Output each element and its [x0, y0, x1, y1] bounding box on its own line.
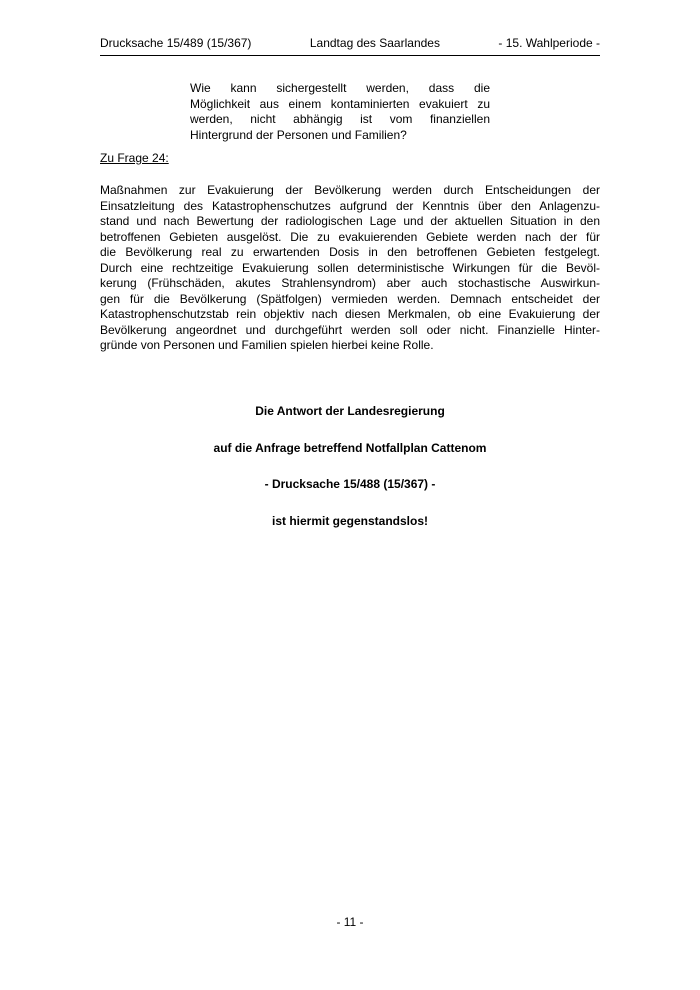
- page-header: [100, 36, 600, 56]
- text-line: Möglichkeit aus einem kontaminierten evakuiert zu: [190, 96, 490, 111]
- announcement-block: [100, 404, 600, 529]
- text-line: Katastrophenschutzstab rein objektiv nach diesen Merkmalen, ob eine Evakuierung der: [100, 307, 600, 321]
- section-heading: [100, 151, 169, 167]
- section-heading-text: Zu Frage 24:: [100, 151, 169, 165]
- text-line: Hintergrund der Personen und Familien?: [190, 127, 407, 142]
- text-line: gen für die Bevölkerung (Spätfolgen) vermieden werden. Demnach entscheidet der: [100, 291, 600, 306]
- text-line: - Drucksache 15/488 (15/367) -: [264, 477, 436, 491]
- text-line: Durch eine rechtzeitige Evakuierung sollen deterministische Wirkungen für die Bevöl-: [100, 260, 600, 275]
- text-line: Einsatzleitung des Katastrophenschutzes aufgrund der Kenntnis über den Anlagenzu-: [100, 198, 600, 213]
- text-line: auf die Anfrage betreffend Notfallplan Cattenom: [213, 440, 487, 455]
- header-wahlperiode: - 15. Wahlperiode -: [498, 36, 600, 50]
- text-line: Die Antwort der Landesregierung: [255, 404, 445, 418]
- header-institution: Landtag des Saarlandes: [309, 36, 440, 50]
- page-footer: [0, 915, 700, 931]
- text-line: Wie kann sichergestellt werden, dass die: [190, 81, 490, 95]
- quote-paragraph: [190, 81, 490, 143]
- body-paragraph: [100, 183, 600, 354]
- text-line: betroffenen Gebieten ausgelöst. Die zu evakuierenden Gebiete werden nach der für: [100, 229, 600, 244]
- text-line: werden, nicht abhängig ist vom finanziellen: [190, 112, 490, 126]
- text-line: Bevölkerung angeordnet und durchgeführt werden soll oder nicht. Finanzielle Hinter-: [100, 322, 600, 337]
- text-line: die Bevölkerung real zu erwartenden Dosis in den betroffenen Gebieten festgelegt.: [100, 245, 600, 259]
- page-number: - 11 -: [336, 914, 364, 929]
- text-line: gründe von Personen und Familien spielen hierbei keine Rolle.: [100, 338, 434, 352]
- text-line: ist hiermit gegenstandslos!: [271, 513, 429, 528]
- text-line: kerung (Frühschäden, akutes Strahlensyndrom) aber auch stochastische Auswirkun-: [100, 276, 600, 290]
- header-drucksache: Drucksache 15/489 (15/367): [100, 36, 252, 50]
- text-line: Maßnahmen zur Evakuierung der Bevölkerung werden durch Entscheidungen der: [100, 183, 600, 197]
- text-line: stand und nach Bewertung der radiologischen Lage und der aktuellen Situation in den: [100, 214, 600, 228]
